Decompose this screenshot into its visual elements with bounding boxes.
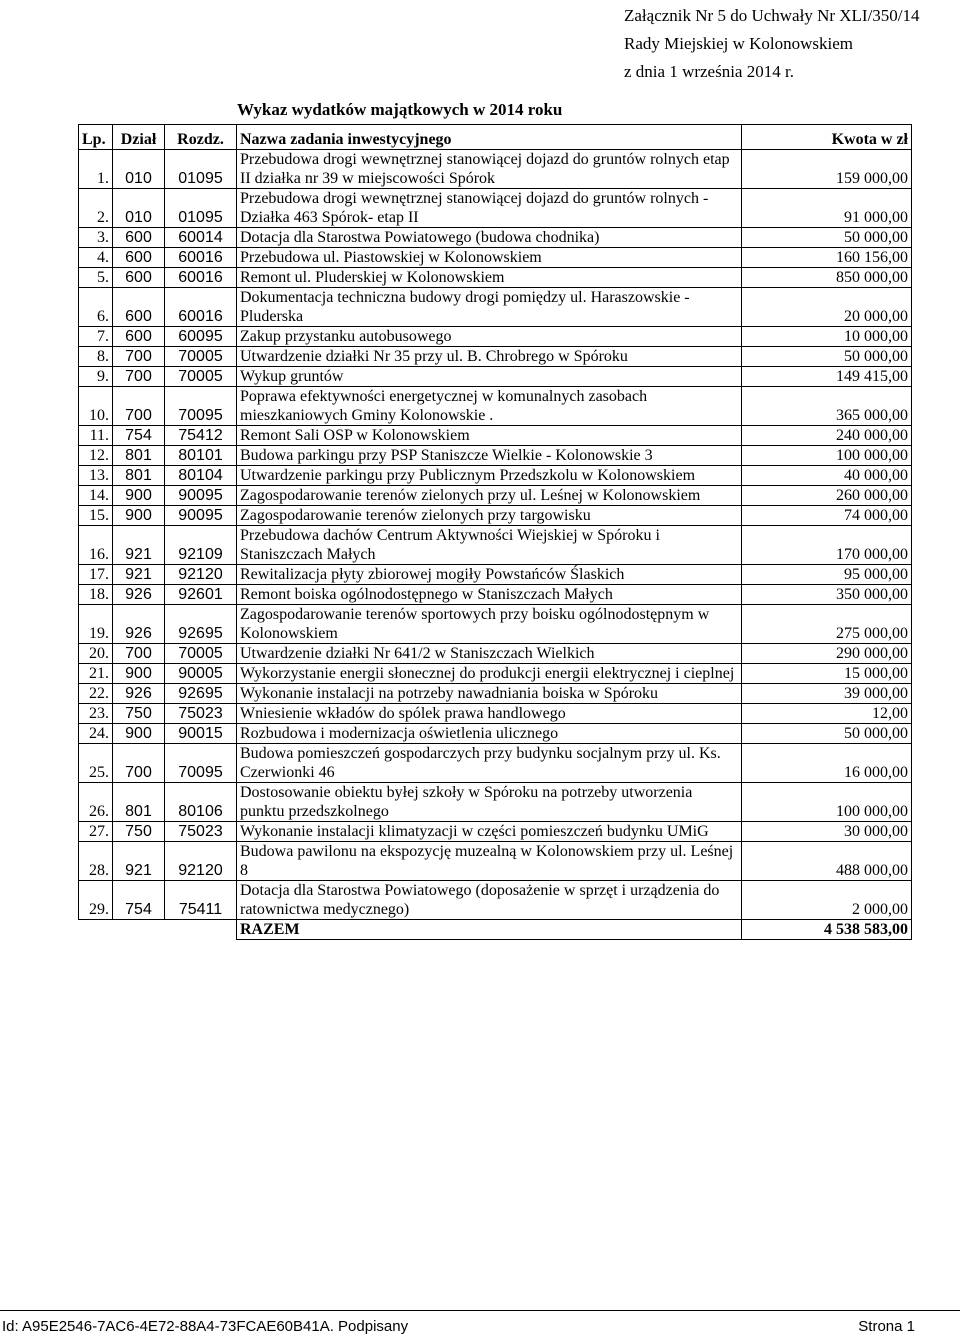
table-row — [79, 565, 912, 585]
row-rozdz: 80104 — [165, 466, 237, 486]
header-line-2: Rady Miejskiej w Kolonowskiem — [624, 34, 854, 53]
row-dzial: 921 — [113, 565, 165, 585]
row-kwota: 50 000,00 — [742, 347, 912, 367]
table-row — [79, 744, 912, 783]
row-rozdz: 75412 — [165, 426, 237, 446]
row-nazwa: Przebudowa dachów Centrum Aktywności Wiejskiej w Spóroku i Staniszczach Małych — [237, 526, 742, 565]
row-rozdz: 60016 — [165, 288, 237, 327]
row-dzial: 900 — [113, 664, 165, 684]
row-rozdz: 80101 — [165, 446, 237, 466]
row-rozdz: 92120 — [165, 565, 237, 585]
table-row — [79, 228, 912, 248]
row-dzial: 926 — [113, 684, 165, 704]
row-dzial: 900 — [113, 724, 165, 744]
table-row — [79, 704, 912, 724]
row-dzial: 754 — [113, 881, 165, 920]
row-rozdz: 70095 — [165, 744, 237, 783]
row-nazwa: Utwardzenie parkingu przy Publicznym Przedszkolu w Kolonowskiem — [237, 466, 742, 486]
header-nazwa: Nazwa zadania inwestycyjnego — [237, 125, 742, 150]
row-rozdz: 92695 — [165, 684, 237, 704]
table-row — [79, 288, 912, 327]
row-rozdz: 70095 — [165, 387, 237, 426]
row-lp: 21. — [79, 664, 113, 684]
table-row — [79, 684, 912, 704]
row-nazwa: Rewitalizacja płyty zbiorowej mogiły Powstańców Ślaskich — [237, 565, 742, 585]
row-kwota: 149 415,00 — [742, 367, 912, 387]
total-label: RAZEM — [237, 920, 742, 940]
row-lp: 9. — [79, 367, 113, 387]
row-nazwa: Przebudowa drogi wewnętrznej stanowiącej dojazd do gruntów rolnych -Działka 463 Spórok- etap II — [237, 189, 742, 228]
row-kwota: 275 000,00 — [742, 605, 912, 644]
row-nazwa: Dokumentacja techniczna budowy drogi pomiędzy ul. Haraszowskie - Pluderska — [237, 288, 742, 327]
row-lp: 15. — [79, 506, 113, 526]
row-kwota: 240 000,00 — [742, 426, 912, 446]
row-dzial: 010 — [113, 150, 165, 189]
row-lp: 27. — [79, 822, 113, 842]
row-kwota: 488 000,00 — [742, 842, 912, 881]
row-rozdz: 60016 — [165, 268, 237, 288]
row-lp: 7. — [79, 327, 113, 347]
row-kwota: 74 000,00 — [742, 506, 912, 526]
row-rozdz: 75411 — [165, 881, 237, 920]
row-kwota: 40 000,00 — [742, 466, 912, 486]
header-line-1: Załącznik Nr 5 do Uchwały Nr XLI/350/14 — [624, 6, 920, 25]
row-kwota: 16 000,00 — [742, 744, 912, 783]
row-kwota: 350 000,00 — [742, 585, 912, 605]
row-nazwa: Dotacja dla Starostwa Powiatowego (budowa chodnika) — [237, 228, 742, 248]
row-dzial: 801 — [113, 466, 165, 486]
header-line-3: z dnia 1 września 2014 r. — [624, 62, 794, 81]
row-lp: 13. — [79, 466, 113, 486]
row-rozdz: 92695 — [165, 605, 237, 644]
row-rozdz: 70005 — [165, 367, 237, 387]
row-dzial: 801 — [113, 783, 165, 822]
row-kwota: 850 000,00 — [742, 268, 912, 288]
row-nazwa: Wykonanie instalacji na potrzeby nawadniania boiska w Spóroku — [237, 684, 742, 704]
row-dzial: 754 — [113, 426, 165, 446]
row-nazwa: Budowa parkingu przy PSP Staniszcze Wielkie - Kolonowskie 3 — [237, 446, 742, 466]
total-blank — [79, 920, 237, 940]
row-lp: 29. — [79, 881, 113, 920]
row-lp: 11. — [79, 426, 113, 446]
row-lp: 28. — [79, 842, 113, 881]
header-dzial: Dział — [113, 125, 165, 150]
table-row — [79, 367, 912, 387]
header-rozdz: Rozdz. — [165, 125, 237, 150]
row-nazwa: Zagospodarowanie terenów zielonych przy targowisku — [237, 506, 742, 526]
row-kwota: 30 000,00 — [742, 822, 912, 842]
row-lp: 24. — [79, 724, 113, 744]
row-nazwa: Zagospodarowanie terenów sportowych przy boisku ogólnodostępnym w Kolonowskiem — [237, 605, 742, 644]
row-nazwa: Wniesienie wkładów do spólek prawa handlowego — [237, 704, 742, 724]
row-nazwa: Utwardzenie działki Nr 35 przy ul. B. Chrobrego w Spóroku — [237, 347, 742, 367]
document-id: Id: A95E2546-7AC6-4E72-88A4-73FCAE60B41A. Podpisany — [2, 1318, 409, 1335]
row-kwota: 12,00 — [742, 704, 912, 724]
header-kwota: Kwota w zł — [742, 125, 912, 150]
row-dzial: 926 — [113, 585, 165, 605]
row-nazwa: Dostosowanie obiektu byłej szkoły w Spóroku na potrzeby utworzenia punktu przedszkolnego — [237, 783, 742, 822]
expenditure-table — [78, 124, 912, 940]
row-dzial: 600 — [113, 268, 165, 288]
row-lp: 16. — [79, 526, 113, 565]
row-dzial: 921 — [113, 842, 165, 881]
row-nazwa: Dotacja dla Starostwa Powiatowego (doposażenie w sprzęt i urządzenia do ratownictwa medycznego) — [237, 881, 742, 920]
row-dzial: 600 — [113, 288, 165, 327]
row-kwota: 39 000,00 — [742, 684, 912, 704]
row-nazwa: Przebudowa drogi wewnętrznej stanowiącej dojazd do gruntów rolnych etap II działka nr 39 w miejscowości Spórok — [237, 150, 742, 189]
row-lp: 5. — [79, 268, 113, 288]
row-dzial: 926 — [113, 605, 165, 644]
row-kwota: 290 000,00 — [742, 644, 912, 664]
row-nazwa: Wykonanie instalacji klimatyzacji w części pomieszczeń budynku UMiG — [237, 822, 742, 842]
table-row — [79, 189, 912, 228]
row-rozdz: 60014 — [165, 228, 237, 248]
row-nazwa: Przebudowa ul. Piastowskiej w Kolonowskiem — [237, 248, 742, 268]
row-dzial: 700 — [113, 367, 165, 387]
table-row — [79, 724, 912, 744]
row-lp: 20. — [79, 644, 113, 664]
row-dzial: 750 — [113, 704, 165, 724]
row-dzial: 600 — [113, 228, 165, 248]
row-kwota: 91 000,00 — [742, 189, 912, 228]
row-kwota: 50 000,00 — [742, 724, 912, 744]
row-rozdz: 70005 — [165, 347, 237, 367]
row-kwota: 2 000,00 — [742, 881, 912, 920]
row-rozdz: 90095 — [165, 486, 237, 506]
table-row — [79, 466, 912, 486]
row-lp: 17. — [79, 565, 113, 585]
row-dzial: 700 — [113, 744, 165, 783]
table-row — [79, 347, 912, 367]
page-number: Strona 1 — [858, 1318, 915, 1335]
row-kwota: 160 156,00 — [742, 248, 912, 268]
table-row — [79, 387, 912, 426]
table-row — [79, 526, 912, 565]
row-rozdz: 92109 — [165, 526, 237, 565]
row-kwota: 170 000,00 — [742, 526, 912, 565]
row-rozdz: 70005 — [165, 644, 237, 664]
row-nazwa: Utwardzenie działki Nr 641/2 w Staniszczach Wielkich — [237, 644, 742, 664]
table-row — [79, 446, 912, 466]
document-title: Wykaz wydatków majątkowych w 2014 roku — [237, 100, 563, 119]
table-row — [79, 881, 912, 920]
row-rozdz: 80106 — [165, 783, 237, 822]
row-dzial: 700 — [113, 644, 165, 664]
table-row — [79, 605, 912, 644]
row-lp: 26. — [79, 783, 113, 822]
row-nazwa: Zakup przystanku autobusowego — [237, 327, 742, 347]
table-row — [79, 506, 912, 526]
row-kwota: 10 000,00 — [742, 327, 912, 347]
total-row — [79, 920, 912, 940]
row-kwota: 100 000,00 — [742, 446, 912, 466]
row-nazwa: Remont boiska ogólnodostępnego w Staniszczach Małych — [237, 585, 742, 605]
table-header-row — [79, 125, 912, 150]
row-lp: 10. — [79, 387, 113, 426]
row-lp: 4. — [79, 248, 113, 268]
total-amount: 4 538 583,00 — [742, 920, 912, 940]
row-kwota: 15 000,00 — [742, 664, 912, 684]
row-lp: 22. — [79, 684, 113, 704]
row-lp: 6. — [79, 288, 113, 327]
row-nazwa: Wykup gruntów — [237, 367, 742, 387]
row-rozdz: 60016 — [165, 248, 237, 268]
row-rozdz: 75023 — [165, 822, 237, 842]
row-dzial: 921 — [113, 526, 165, 565]
row-dzial: 700 — [113, 387, 165, 426]
header-lp: Lp. — [79, 125, 113, 150]
row-lp: 3. — [79, 228, 113, 248]
row-kwota: 20 000,00 — [742, 288, 912, 327]
row-rozdz: 90005 — [165, 664, 237, 684]
row-lp: 14. — [79, 486, 113, 506]
row-dzial: 600 — [113, 327, 165, 347]
table-row — [79, 822, 912, 842]
row-dzial: 900 — [113, 486, 165, 506]
table-row — [79, 248, 912, 268]
row-kwota: 50 000,00 — [742, 228, 912, 248]
table-row — [79, 664, 912, 684]
row-nazwa: Wykorzystanie energii słonecznej do produkcji energii elektrycznej i cieplnej — [237, 664, 742, 684]
table-row — [79, 783, 912, 822]
table-row — [79, 327, 912, 347]
document-header — [624, 2, 954, 86]
row-kwota: 365 000,00 — [742, 387, 912, 426]
row-kwota: 159 000,00 — [742, 150, 912, 189]
row-lp: 2. — [79, 189, 113, 228]
row-dzial: 750 — [113, 822, 165, 842]
row-kwota: 95 000,00 — [742, 565, 912, 585]
row-kwota: 260 000,00 — [742, 486, 912, 506]
row-nazwa: Remont ul. Pluderskiej w Kolonowskiem — [237, 268, 742, 288]
table-row — [79, 426, 912, 446]
table-row — [79, 268, 912, 288]
row-lp: 18. — [79, 585, 113, 605]
row-rozdz: 75023 — [165, 704, 237, 724]
row-rozdz: 01095 — [165, 150, 237, 189]
row-rozdz: 60095 — [165, 327, 237, 347]
row-dzial: 010 — [113, 189, 165, 228]
row-nazwa: Remont Sali OSP w Kolonowskiem — [237, 426, 742, 446]
row-lp: 1. — [79, 150, 113, 189]
row-lp: 12. — [79, 446, 113, 466]
row-nazwa: Budowa pomieszczeń gospodarczych przy budynku socjalnym przy ul. Ks. Czerwionki 46 — [237, 744, 742, 783]
row-dzial: 801 — [113, 446, 165, 466]
page-footer — [0, 1310, 960, 1336]
row-lp: 25. — [79, 744, 113, 783]
row-dzial: 600 — [113, 248, 165, 268]
row-dzial: 700 — [113, 347, 165, 367]
row-rozdz: 90095 — [165, 506, 237, 526]
row-rozdz: 90015 — [165, 724, 237, 744]
table-row — [79, 585, 912, 605]
row-lp: 23. — [79, 704, 113, 724]
row-nazwa: Budowa pawilonu na ekspozycję muzealną w Kolonowskiem przy ul. Leśnej 8 — [237, 842, 742, 881]
row-lp: 19. — [79, 605, 113, 644]
table-row — [79, 150, 912, 189]
row-nazwa: Zagospodarowanie terenów zielonych przy ul. Leśnej w Kolonowskiem — [237, 486, 742, 506]
table-row — [79, 842, 912, 881]
row-nazwa: Poprawa efektywności energetycznej w komunalnych zasobach mieszkaniowych Gminy Kolonowskie . — [237, 387, 742, 426]
row-rozdz: 92120 — [165, 842, 237, 881]
row-lp: 8. — [79, 347, 113, 367]
table-row — [79, 644, 912, 664]
row-rozdz: 01095 — [165, 189, 237, 228]
table-row — [79, 486, 912, 506]
row-rozdz: 92601 — [165, 585, 237, 605]
row-nazwa: Rozbudowa i modernizacja oświetlenia ulicznego — [237, 724, 742, 744]
row-dzial: 900 — [113, 506, 165, 526]
row-kwota: 100 000,00 — [742, 783, 912, 822]
